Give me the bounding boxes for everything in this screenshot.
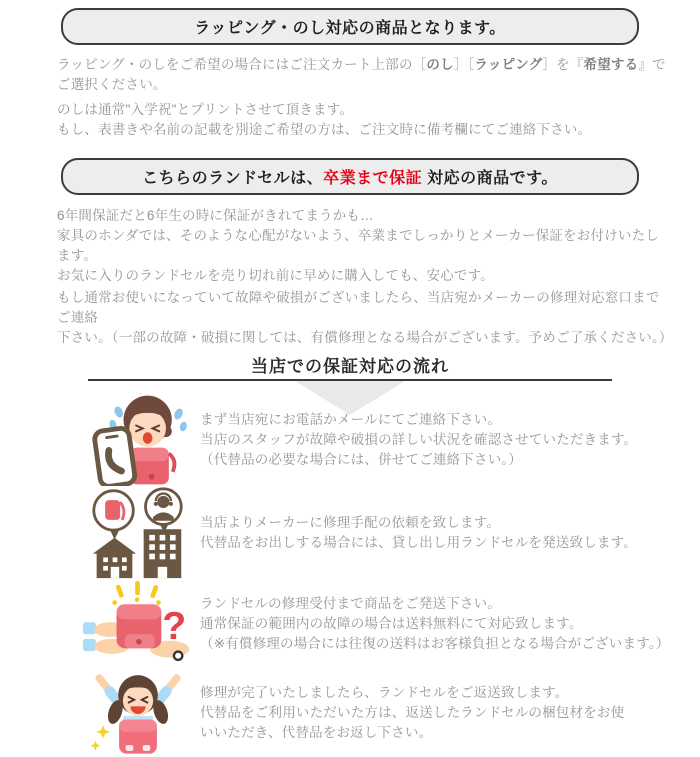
text-line: まず当店宛にお電話かメールにてご連絡下さい。 bbox=[200, 412, 502, 427]
text-line: 代替品をお出しする場合には、貸し出し用ランドセルを発送致します。 bbox=[200, 535, 637, 550]
text-line: 家具のホンダでは、そのような心配がないよう、卒業までしっかりとメーカー保証をお付けいたします。 bbox=[57, 228, 659, 263]
text-line: もし通常お使いになっていて故障や破損がございましたら、当店宛かメーカーの修理対応窓口までご連絡 bbox=[57, 290, 660, 325]
hope-option-label: 希望する bbox=[583, 57, 639, 72]
flow-step-contact bbox=[0, 393, 700, 487]
text-line: 通常保証の範囲内の故障の場合は送料無料にて対応致します。 bbox=[200, 616, 583, 631]
noshi-option-label: のし bbox=[426, 57, 454, 72]
flow-step-arrange-repair-text bbox=[194, 513, 637, 553]
text-line: 当店よりメーカーに修理手配の依頼を致します。 bbox=[200, 515, 501, 530]
text-segment: ラッピング・のしをご希望の場合にはご注文カート上部の［ bbox=[57, 57, 427, 72]
flow-step-contact-text bbox=[194, 410, 637, 470]
warranty-description-paragraph bbox=[0, 206, 700, 286]
svg-text:?: ? bbox=[162, 604, 187, 648]
flow-step-ship-product-text bbox=[194, 594, 669, 654]
wrapping-noshi-banner bbox=[61, 8, 639, 45]
text-segment: ］［ bbox=[453, 57, 475, 72]
warranty-contact-paragraph bbox=[0, 288, 700, 348]
warranty-banner-pre: こちらのランドセルは、 bbox=[142, 170, 324, 187]
wrapping-instructions-paragraph bbox=[0, 55, 700, 95]
warranty-highlight-text: 卒業まで保証 bbox=[323, 170, 423, 187]
text-line: （※有償修理の場合には往復の送料はお客様負担となる場合がございます。） bbox=[200, 636, 670, 651]
text-line: いいただき、代替品をお返し下さい。 bbox=[200, 725, 433, 740]
text-line: 代替品をご利用いただいた方は、返送したランドセルの梱包材をお使 bbox=[200, 705, 625, 720]
text-segment: 』で bbox=[638, 57, 666, 72]
text-line: ランドセルの修理受付まで商品をご発送下さい。 bbox=[200, 596, 501, 611]
text-line: お気に入りのランドセルを売り切れ前に早めに購入しても、安心です。 bbox=[57, 268, 494, 283]
text-line: のしは通常"入学祝"とプリントさせて頂きます。 bbox=[57, 102, 354, 117]
warranty-flow-steps bbox=[0, 393, 700, 757]
flow-step-return bbox=[0, 669, 700, 757]
happy-girl-with-backpack-icon bbox=[82, 670, 194, 756]
wrapping-noshi-banner-text: ラッピング・のし対応の商品となります。 bbox=[194, 20, 506, 37]
crying-girl-with-phone-icon bbox=[82, 394, 194, 486]
wrapping-option-label: ラッピング bbox=[474, 57, 543, 72]
flow-step-ship-product bbox=[0, 579, 700, 669]
noshi-print-paragraph bbox=[0, 100, 700, 140]
text-segment: ご選択ください。 bbox=[57, 77, 167, 92]
text-line: 6年間保証だと6年生の時に保証がきれてまうかも… bbox=[57, 208, 374, 223]
flow-title-underline bbox=[88, 379, 612, 381]
text-line: 下さい。（一部の故障・破損に関しては、有償修理となる場合がございます。予めご了承ください。） bbox=[57, 330, 673, 345]
flow-section-title: 当店での保証対応の流れ bbox=[251, 357, 449, 376]
randoseru-product-info-page bbox=[0, 8, 700, 740]
store-and-maker-buildings-icon bbox=[82, 486, 194, 580]
text-line: （代替品の必要な場合には、併せてご連絡下さい。） bbox=[200, 452, 523, 467]
text-segment: ］を『 bbox=[542, 57, 584, 72]
warranty-banner-post: 対応の商品です。 bbox=[422, 170, 558, 187]
warranty-banner bbox=[61, 158, 639, 195]
hands-holding-backpack-icon bbox=[82, 579, 194, 669]
flow-step-return-text bbox=[194, 683, 624, 743]
text-line: もし、表書きや名前の記載を別途ご希望の方は、ご注文時に備考欄にてご連絡下さい。 bbox=[57, 122, 592, 137]
flow-step-arrange-repair bbox=[0, 487, 700, 579]
text-line: 修理が完了いたしましたら、ランドセルをご返送致します。 bbox=[200, 685, 569, 700]
text-line: 当店のスタッフが故障や破損の詳しい状況を確認させていただきます。 bbox=[200, 432, 638, 447]
